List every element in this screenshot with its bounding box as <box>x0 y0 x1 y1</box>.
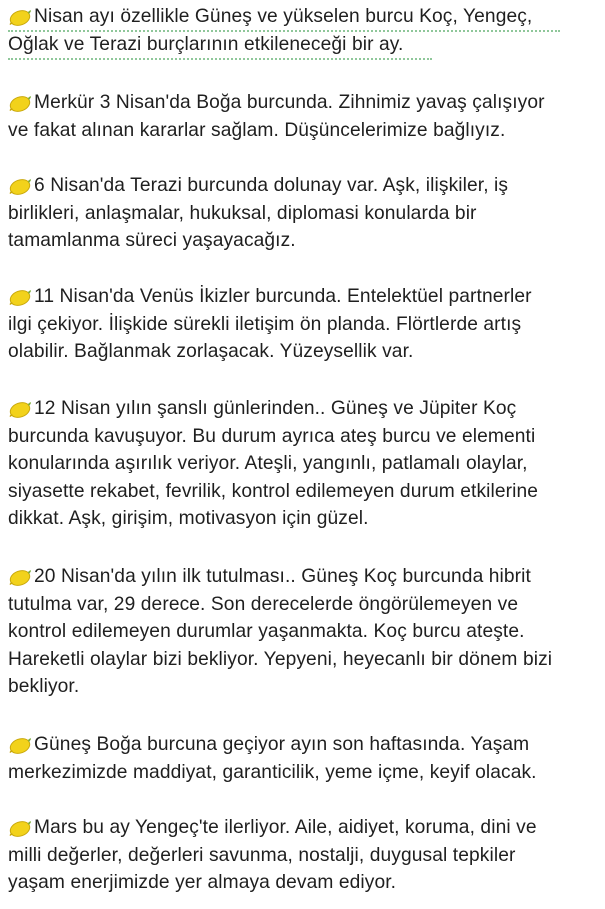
dotted-underline <box>8 30 560 32</box>
paragraph-line: Oğlak ve Terazi burçlarının etkileneceği bir ay. <box>8 33 404 55</box>
paragraph-line: milli değerler, değerleri savunma, nostalji, duygusal tepkiler <box>8 844 516 866</box>
paragraph-5 <box>8 395 598 533</box>
paragraph-line <box>8 283 598 311</box>
paragraph-line: birlikleri, anlaşmalar, hukuksal, diplomasi konularda bir <box>8 202 477 224</box>
paragraph-8 <box>8 814 598 897</box>
paragraph-line: konularında aşırılık veriyor. Ateşli, yangınlı, patlamalı olaylar, <box>8 453 528 475</box>
paragraph-line <box>8 172 598 200</box>
paragraph-line: bekliyor. <box>8 676 80 698</box>
paragraph-line: ilgi çekiyor. İlişkide sürekli iletişim ön planda. Flörtlerde artış <box>8 313 522 335</box>
paragraph-text: 20 Nisan'da yılın ilk tutulması.. Güneş Koç burcunda hibrit <box>34 566 531 587</box>
paragraph-line: siyasette rekabet, fevrilik, kontrol edilemeyen durum etkilerine <box>8 480 539 502</box>
paragraph-6 <box>8 563 598 701</box>
lemon-icon <box>8 287 32 307</box>
paragraph-line: Hareketli olaylar bizi bekliyor. Yepyeni, heyecanlı bir dönem bizi <box>8 648 553 670</box>
paragraph-line: burcunda kavuşuyor. Bu durum ayrıca ateş burcu ve elementi <box>8 425 536 447</box>
paragraph-text: Nisan ayı özellikle Güneş ve yükselen burcu Koç, Yengeç, <box>34 6 533 27</box>
paragraph-4 <box>8 283 598 366</box>
lemon-icon <box>8 7 32 27</box>
paragraph-line: yaşam enerjimizde yer almaya devam ediyor. <box>8 872 397 894</box>
paragraph-line: tutulma var, 29 derece. Son derecelerde öngörülemeyen ve <box>8 593 519 615</box>
paragraph-line <box>8 89 598 117</box>
paragraph-text: Mars bu ay Yengeç'te ilerliyor. Aile, aidiyet, koruma, dini ve <box>34 817 537 838</box>
paragraph-line <box>8 814 598 842</box>
paragraph-line <box>8 3 598 31</box>
paragraph-text: Merkür 3 Nisan'da Boğa burcunda. Zihnimiz yavaş çalışıyor <box>34 92 545 113</box>
paragraph-line: ve fakat alınan kararlar sağlam. Düşüncelerimize bağlıyız. <box>8 119 506 141</box>
paragraph-line: dikkat. Aşk, girişim, motivasyon için güzel. <box>8 508 369 530</box>
dotted-underline <box>8 58 432 60</box>
lemon-icon <box>8 93 32 113</box>
lemon-icon <box>8 176 32 196</box>
paragraph-text: Güneş Boğa burcuna geçiyor ayın son haftasında. Yaşam <box>34 734 530 755</box>
paragraph-line <box>8 563 598 591</box>
lemon-icon <box>8 567 32 587</box>
lemon-icon <box>8 818 32 838</box>
paragraph-3 <box>8 172 598 255</box>
paragraph-line <box>8 395 598 423</box>
paragraph-line: tamamlanma süreci yaşayacağız. <box>8 230 296 252</box>
paragraph-7 <box>8 731 598 786</box>
lemon-icon <box>8 399 32 419</box>
paragraph-line: merkezimizde maddiyat, garanticilik, yeme içme, keyif olacak. <box>8 761 537 783</box>
paragraph-text: 12 Nisan yılın şanslı günlerinden.. Güneş ve Jüpiter Koç <box>34 398 517 419</box>
lemon-icon <box>8 735 32 755</box>
paragraph-line: olabilir. Bağlanmak zorlaşacak. Yüzeysellik var. <box>8 341 414 363</box>
paragraph-line: kontrol edilemeyen durumlar yaşanmakta. Koç burcu ateşte. <box>8 621 525 643</box>
paragraph-line <box>8 731 598 759</box>
paragraph-text: 11 Nisan'da Venüs İkizler burcunda. Entelektüel partnerler <box>34 286 532 307</box>
paragraph-text: 6 Nisan'da Terazi burcunda dolunay var. Aşk, ilişkiler, iş <box>34 175 509 196</box>
paragraph-2 <box>8 89 598 144</box>
